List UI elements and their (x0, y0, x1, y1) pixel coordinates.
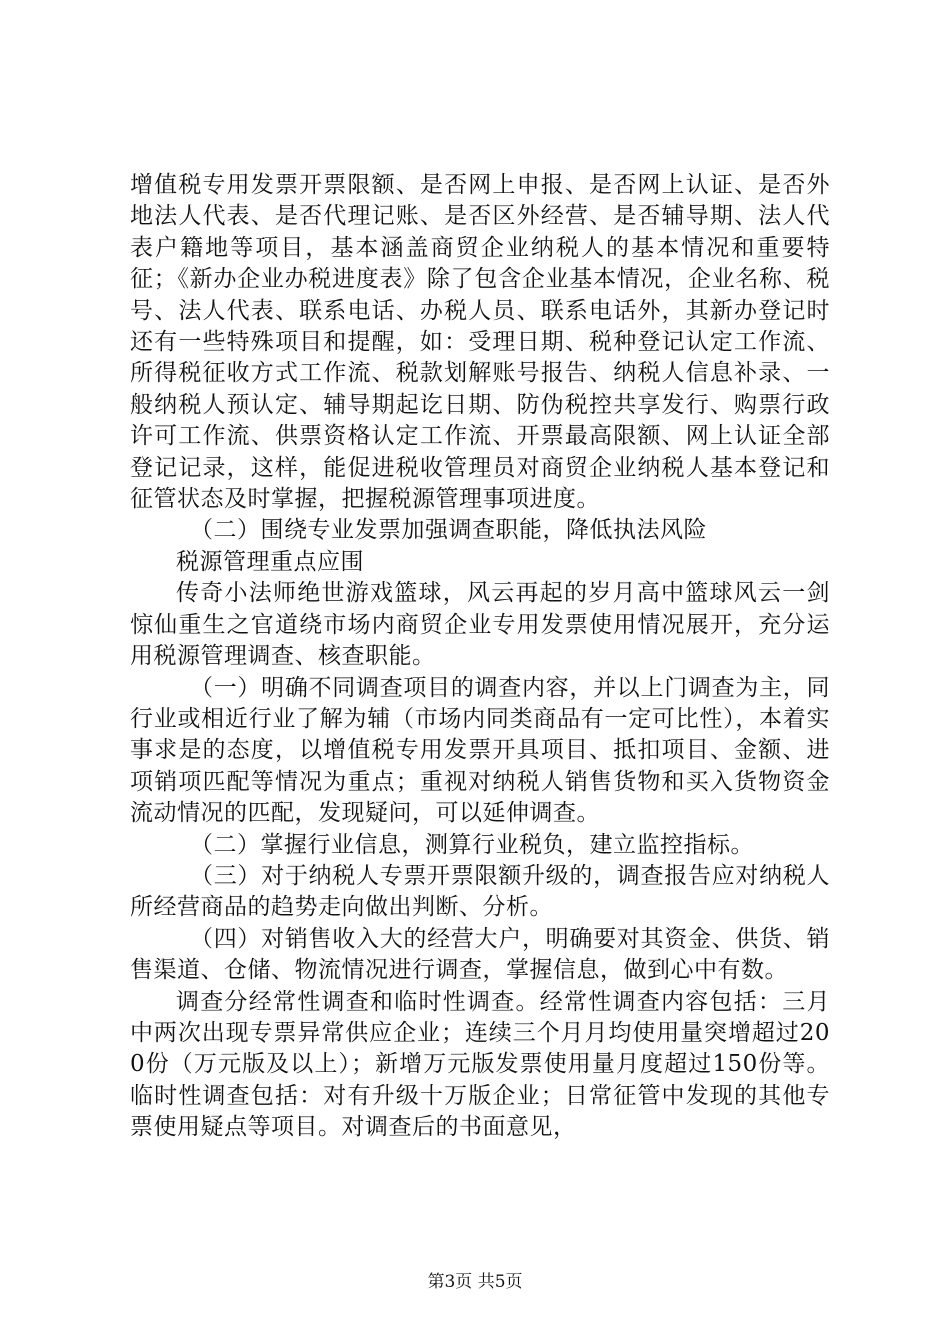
list-item-four: （四）对销售收入大的经营大户，明确要对其资金、供货、销售渠道、仓储、物流情况进行调查，掌握信息，做到心中有数。 (130, 925, 830, 984)
document-body (130, 170, 830, 1144)
list-item-one: （一）明确不同调查项目的调查内容，并以上门调查为主，同行业或相近行业了解为辅（市场内同类商品有一定可比性），本着实事求是的态度，以增值税专用发票开具项目、抵扣项目、金额、进项销项匹配等情况为重点；重视对纳税人销售货物和买入货物资金流动情况的匹配，发现疑问，可以延伸调查。 (130, 674, 830, 827)
page-footer: 第3页 共5页 (427, 1272, 523, 1292)
paragraph-market-invoice: 传奇小法师绝世游戏篮球，风云再起的岁月高中篮球风云一剑惊仙重生之官道绕市场内商贸企业专用发票使用情况展开，充分运用税源管理调查、核查职能。 (130, 580, 830, 670)
section-heading-two: （二）围绕专业发票加强调查职能，降低执法风险 (190, 517, 707, 544)
list-item-two: （二）掌握行业信息，测算行业税负，建立监控指标。 (190, 831, 754, 858)
list-item-three: （三）对于纳税人专票开票限额升级的，调查报告应对纳税人所经营商品的趋势走向做出判断、分析。 (130, 862, 830, 921)
paragraph-intro-continuation: 增值税专用发票开票限额、是否网上申报、是否网上认证、是否外地法人代表、是否代理记账、是否区外经营、是否辅导期、法人代表户籍地等项目，基本涵盖商贸企业纳税人的基本情况和重要特征；《新办企业办税进度表》除了包含企业基本情况，企业名称、税号、法人代表、联系电话、办税人员、联系电话外，其新办登记时还有一些特殊项目和提醒，如：受理日期、税种登记认定工作流、所得税征收方式工作流、税款划解账号报告、纳税人信息补录、一般纳税人预认定、辅导期起讫日期、防伪税控共享发行、购票行政许可工作流、供票资格认定工作流、开票最高限额、网上认证全部登记记录，这样，能促进税收管理员对商贸企业纳税人基本登记和征管状态及时掌握，把握税源管理事项进度。 (130, 172, 830, 513)
paragraph-fragment: 税源管理重点应围 (176, 548, 364, 575)
paragraph-survey-types: 调查分经常性调查和临时性调查。经常性调查内容包括：三月中两次出现专票异常供应企业；连续三个月月均使用量突增超过200份（万元版及以上）；新增万元版发票使用量月度超过150份等。临时性调查包括：对有升级十万版企业；日常征管中发现的其他专票使用疑点等项目。对调查后的书面意见， (130, 988, 830, 1141)
